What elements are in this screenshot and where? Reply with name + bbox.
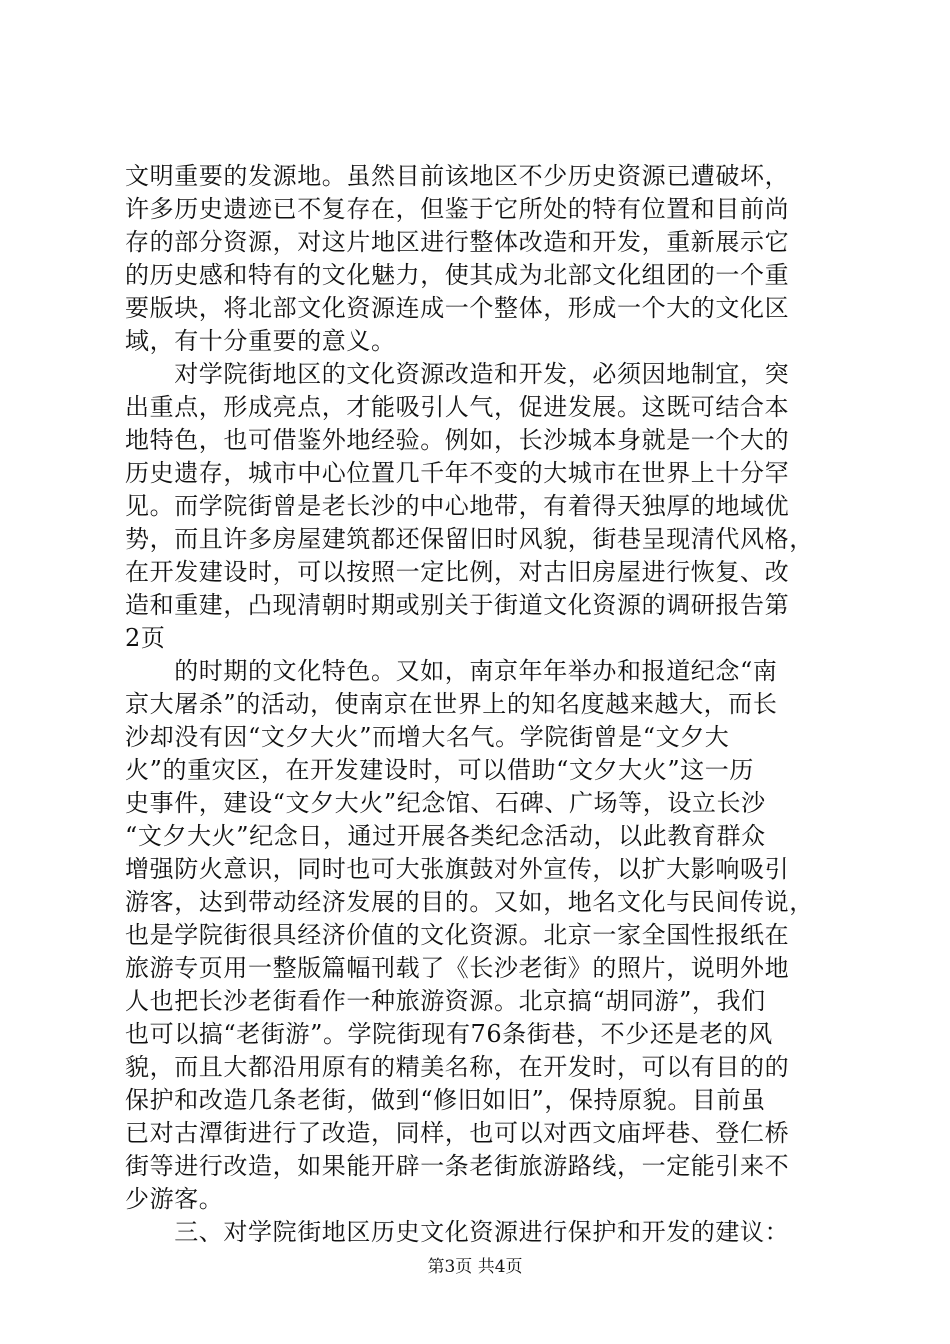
text-line: 势，而且许多房屋建筑都还保留旧时风貌，街巷呈现清代风格， [125,525,814,553]
text-line: 三、对学院街地区历史文化资源进行保护和开发的建议： [125,1218,790,1246]
text-line: 人也把长沙老街看作一种旅游资源。北京搞“胡同游”，我们 [125,987,766,1015]
text-line: 史事件，建设“文夕大火”纪念馆、石碑、广场等，设立长沙 [125,789,766,817]
text-line: “文夕大火”纪念日，通过开展各类纪念活动，以此教育群众 [125,822,766,850]
text-line: 出重点，形成亮点，才能吸引人气，促进发展。这既可结合本 [125,393,790,421]
text-line: 造和重建，凸现清朝时期或别关于街道文化资源的调研报告第 [125,591,790,619]
text-line: 许多历史遗迹已不复存在，但鉴于它所处的特有位置和目前尚 [125,195,790,223]
text-line: 历史遗存，城市中心位置几千年不变的大城市在世界上十分罕 [125,459,790,487]
text-line: 也是学院街很具经济价值的文化资源。北京一家全国性报纸在 [125,921,790,949]
text-line: 存的部分资源，对这片地区进行整体改造和开发，重新展示它 [125,228,790,256]
text-line: 对学院街地区的文化资源改造和开发，必须因地制宜，突 [125,360,790,388]
text-line: 文明重要的发源地。虽然目前该地区不少历史资源已遭破坏， [125,162,790,190]
text-line: 游客，达到带动经济发展的目的。又如，地名文化与民间传说， [125,888,814,916]
text-line: 也可以搞“老街游”。学院街现有76条街巷，不少还是老的风 [125,1020,773,1048]
text-line: 火”的重灾区，在开发建设时，可以借助“文夕大火”这一历 [125,756,755,784]
text-line: 旅游专页用一整版篇幅刊载了《长沙老街》的照片，说明外地 [125,954,790,982]
page-footer: 第3页 共4页 [427,1257,523,1277]
text-line: 街等进行改造，如果能开辟一条老街旅游路线，一定能引来不 [125,1152,790,1180]
text-line: 域，有十分重要的意义。 [125,327,396,355]
text-line: 已对古潭街进行了改造，同样，也可以对西文庙坪巷、登仁桥 [125,1119,790,1147]
text-line: 增强防火意识，同时也可大张旗鼓对外宣传，以扩大影响吸引 [125,855,790,883]
text-line: 地特色，也可借鉴外地经验。例如，长沙城本身就是一个大的 [125,426,790,454]
text-line: 貌，而且大都沿用原有的精美名称，在开发时，可以有目的的 [125,1053,790,1081]
text-line: 少游客。 [125,1185,224,1213]
text-line: 在开发建设时，可以按照一定比例，对古旧房屋进行恢复、改 [125,558,790,586]
text-line: 保护和改造几条老街，做到“修旧如旧”，保持原貌。目前虽 [125,1086,766,1114]
text-line: 的历史感和特有的文化魅力，使其成为北部文化组团的一个重 [125,261,790,289]
text-line: 京大屠杀”的活动，使南京在世界上的知名度越来越大，而长 [125,690,778,718]
text-line: 的时期的文化特色。又如，南京年年举办和报道纪念“南 [125,657,778,685]
text-line: 沙却没有因“文夕大火”而增大名气。学院街曾是“文夕大 [125,723,730,751]
text-line: 要版块，将北部文化资源连成一个整体，形成一个大的文化区 [125,294,790,322]
text-line: 见。而学院街曾是老长沙的中心地带，有着得天独厚的地域优 [125,492,790,520]
text-line: 2页 [125,624,166,652]
